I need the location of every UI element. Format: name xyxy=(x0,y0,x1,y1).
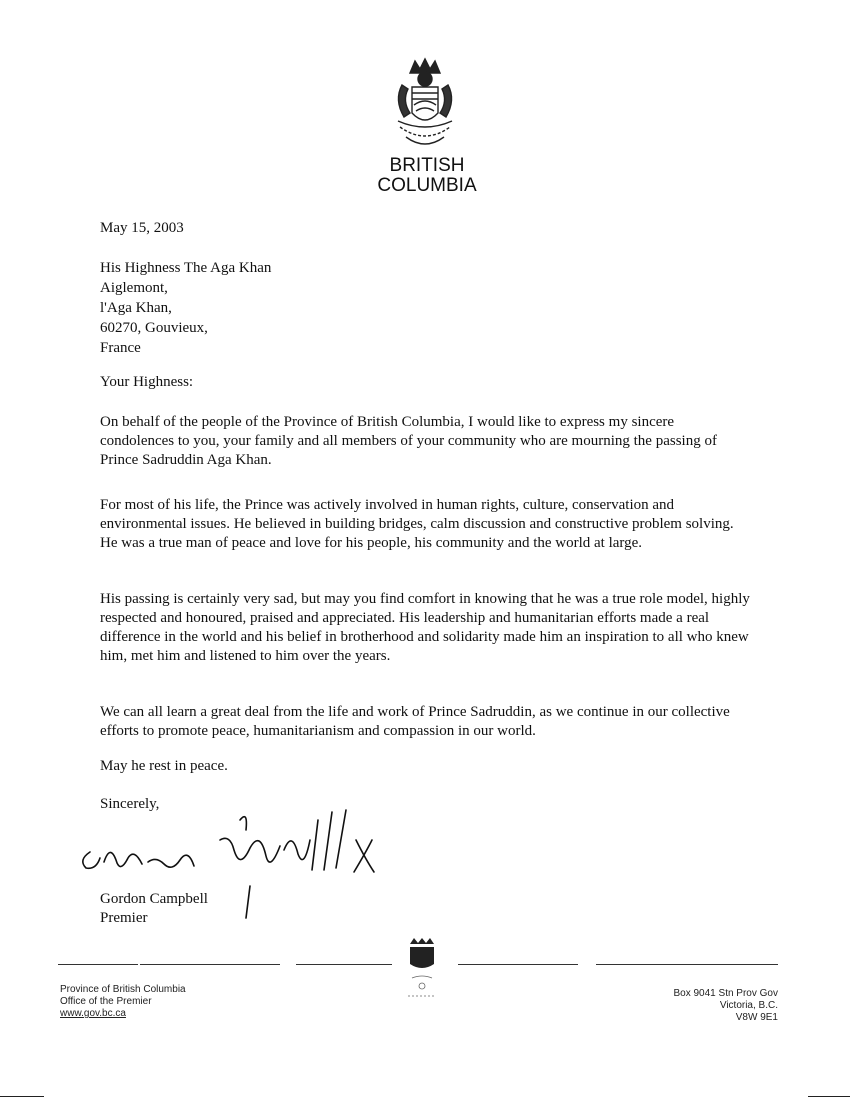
recipient-address xyxy=(100,258,271,358)
address-line: France xyxy=(100,340,141,356)
body-paragraph: We can all learn a great deal from the life and work of Prince Sadruddin, as we continue in our collective efforts to promote peace, humanitarianism and compassion in our world. xyxy=(100,704,730,739)
footer-mailing-address xyxy=(673,988,778,1024)
brand-line-2: COLUMBIA xyxy=(377,175,477,196)
address-line: Aiglemont, xyxy=(100,280,168,296)
salutation: Your Highness: xyxy=(100,374,194,390)
signer-block xyxy=(100,890,208,928)
body-paragraph: His passing is certainly very sad, but may you find comfort in knowing that he was a true role model, highly respected and honoured, praised and appreciated. His leadership and humanitarian efforts made a real difference in the world and his belief in brotherhood and solidarity made him an inspiration to all who knew him, met him and listened to him over the years. xyxy=(100,591,750,664)
letter-date: May 15, 2003 xyxy=(100,220,184,236)
footer-crest-icon xyxy=(398,938,446,1008)
scan-edge-mark xyxy=(808,1096,850,1097)
body-paragraph: For most of his life, the Prince was actively involved in human rights, culture, conservation and environmental issues. He believed in building bridges, calm discussion and constructive problem solving. He was a true man of peace and love for his people, his community and the world at large. xyxy=(100,497,734,551)
footer-address-line: Victoria, B.C. xyxy=(719,1000,778,1011)
address-line: His Highness The Aga Khan xyxy=(100,260,272,276)
footer-rule xyxy=(296,964,392,965)
closing-line: May he rest in peace. xyxy=(100,758,228,774)
footer-office-block xyxy=(60,984,186,1020)
signer-title: Premier xyxy=(100,910,148,926)
scan-edge-mark xyxy=(0,1096,44,1097)
footer-rule xyxy=(458,964,578,965)
coat-of-arms-icon xyxy=(380,55,470,155)
address-line: l'Aga Khan, xyxy=(100,300,172,316)
valediction: Sincerely, xyxy=(100,796,160,812)
footer-line: Office of the Premier xyxy=(60,996,152,1007)
footer-address-line: Box 9041 Stn Prov Gov xyxy=(673,988,778,999)
footer-website-link[interactable]: www.gov.bc.ca xyxy=(60,1008,126,1019)
letterhead-wordmark xyxy=(372,156,482,196)
address-line: 60270, Gouvieux, xyxy=(100,320,208,336)
signer-name: Gordon Campbell xyxy=(100,891,208,907)
footer-line: Province of British Columbia xyxy=(60,984,186,995)
footer-rule xyxy=(140,964,280,965)
brand-line-1: BRITISH xyxy=(389,155,465,176)
footer-rule xyxy=(596,964,778,965)
footer-address-line: V8W 9E1 xyxy=(735,1012,778,1023)
body-paragraph: On behalf of the people of the Province of British Columbia, I would like to express my sincere condolences to you, your family and all members of your community who are mourning the passing of Prince Sadruddin Aga Khan. xyxy=(100,414,717,468)
footer-rule xyxy=(58,964,138,965)
